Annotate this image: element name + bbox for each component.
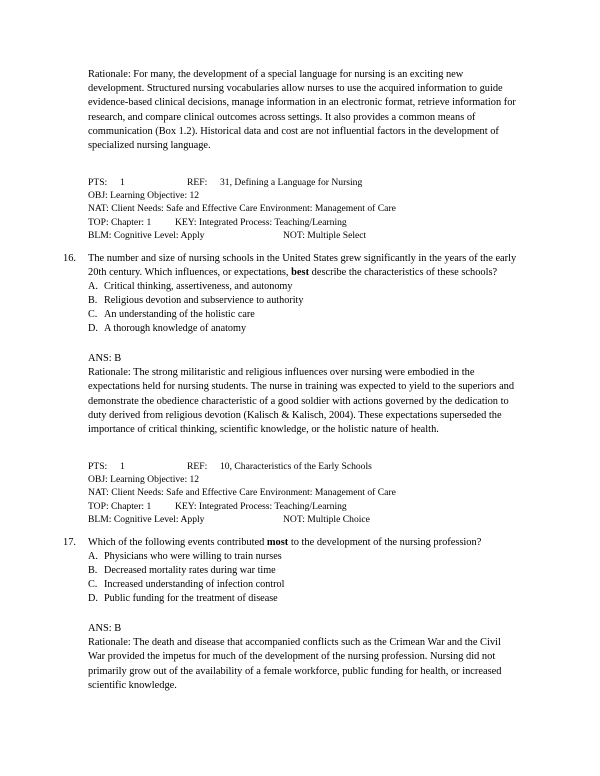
meta-row-obj: [88, 473, 518, 486]
meta-row-pts: [88, 460, 518, 473]
option-c: C. An understanding of the holistic care: [88, 309, 255, 321]
option-b: B. Decreased mortality rates during war time: [88, 565, 276, 577]
option-a: A. Physicians who were willing to train nurses: [88, 551, 282, 563]
emphasis-word: most: [266, 537, 289, 548]
answer: ANS: B: [88, 353, 122, 364]
meta-top-row-blm: [88, 229, 518, 242]
nat-text: NAT: Client Needs: Safe and Effective Care Environment: Management of Care: [88, 487, 396, 499]
meta-top-row-obj: [88, 189, 518, 202]
pts-label: PTS:: [88, 461, 108, 472]
option-a: A. Critical thinking, assertiveness, and autonomy: [88, 281, 293, 293]
blm-text: BLM: Cognitive Level: Apply: [88, 513, 205, 525]
question-16: [63, 252, 518, 336]
rationale: Rationale: The death and disease that accompanied conflicts such as the Crimean War and the Civil War provided the impetus for much of the development of the nursing profession. Nursing did not primarily grow out of the availability of a female workforce, public funding for health, or increased scientific knowledge.: [88, 637, 502, 691]
meta-top-row-pts: [88, 176, 518, 189]
not-text: NOT: Multiple Select: [283, 229, 367, 241]
nat-text: NAT: Client Needs: Safe and Effective Care Environment: Management of Care: [88, 203, 396, 215]
top-text: TOP: Chapter: 1: [88, 216, 152, 228]
ref-value: 10, Characteristics of the Early Schools: [220, 461, 372, 472]
ref-value: 31, Defining a Language for Nursing: [220, 177, 363, 188]
obj-text: OBJ: Learning Objective: 12: [88, 474, 200, 486]
meta-row-nat: [88, 486, 518, 499]
blm-text: BLM: Cognitive Level: Apply: [88, 229, 205, 241]
top-text: TOP: Chapter: 1: [88, 500, 152, 512]
key-text: KEY: Integrated Process: Teaching/Learning: [175, 500, 347, 512]
not-text: NOT: Multiple Choice: [283, 513, 370, 525]
meta-row-blm: [88, 513, 518, 526]
emphasis-word: best: [291, 267, 310, 279]
question-17: [63, 536, 518, 606]
pts-value: 1: [120, 177, 125, 188]
ref-label: REF:: [187, 461, 208, 472]
question-stem: The number and size of nursing schools in the United States grew significantly in the years of the early 20th century. Which influences, or expectations, best describe the characteristics of these schools?: [88, 253, 517, 279]
rationale: Rationale: The strong militaristic and religious influences over nursing were embodied in the expectations held for nursing students. The nurse in training was expected to yield to the superiors and demonstrate the obedience characteristic of a good soldier with actions governed by the dedication to duty derived from religious devotion (Kalisch & Kalisch, 2004). These expectations superseded the importance of critical thinking, scientific knowledge, or the holistic nature of health.: [88, 367, 515, 436]
meta-top-row-nat: [88, 202, 518, 215]
pts-label: PTS:: [88, 177, 108, 188]
q16-answer-block: [88, 352, 518, 437]
meta-top-row-top: [88, 216, 518, 229]
rationale-top: Rationale: For many, the development of a special language for nursing is an exciting new development. Structured nursing vocabularies allow nurses to use the acquired information to guide evidence-based clinical decisions, manage information in an electronic format, retrieve information for research, and compare clinical outcomes across settings. It also provides a common means of communication (Box 1.2). Historical data and cost are not influential factors in the development of specialized nursing language.: [88, 69, 516, 152]
meta-top: [88, 176, 518, 242]
option-c: C. Increased understanding of infection control: [88, 579, 285, 591]
option-d: D. Public funding for the treatment of disease: [88, 593, 278, 605]
option-b: B. Religious devotion and subservience to authority: [88, 295, 304, 307]
key-text: KEY: Integrated Process: Teaching/Learning: [175, 216, 347, 228]
ref-label: REF:: [187, 177, 208, 188]
question-number: 16.: [63, 253, 76, 264]
answer: ANS: B: [88, 623, 122, 634]
meta-row-top: [88, 500, 518, 513]
meta-q16: [88, 460, 518, 526]
pts-value: 1: [120, 461, 125, 472]
question-stem: Which of the following events contributed most to the development of the nursing profession?: [88, 537, 482, 548]
q17-answer-block: [88, 622, 518, 693]
option-d: D. A thorough knowledge of anatomy: [88, 323, 247, 335]
rationale-top-block: [88, 68, 518, 153]
obj-text: OBJ: Learning Objective: 12: [88, 190, 200, 202]
question-number: 17.: [63, 537, 76, 548]
